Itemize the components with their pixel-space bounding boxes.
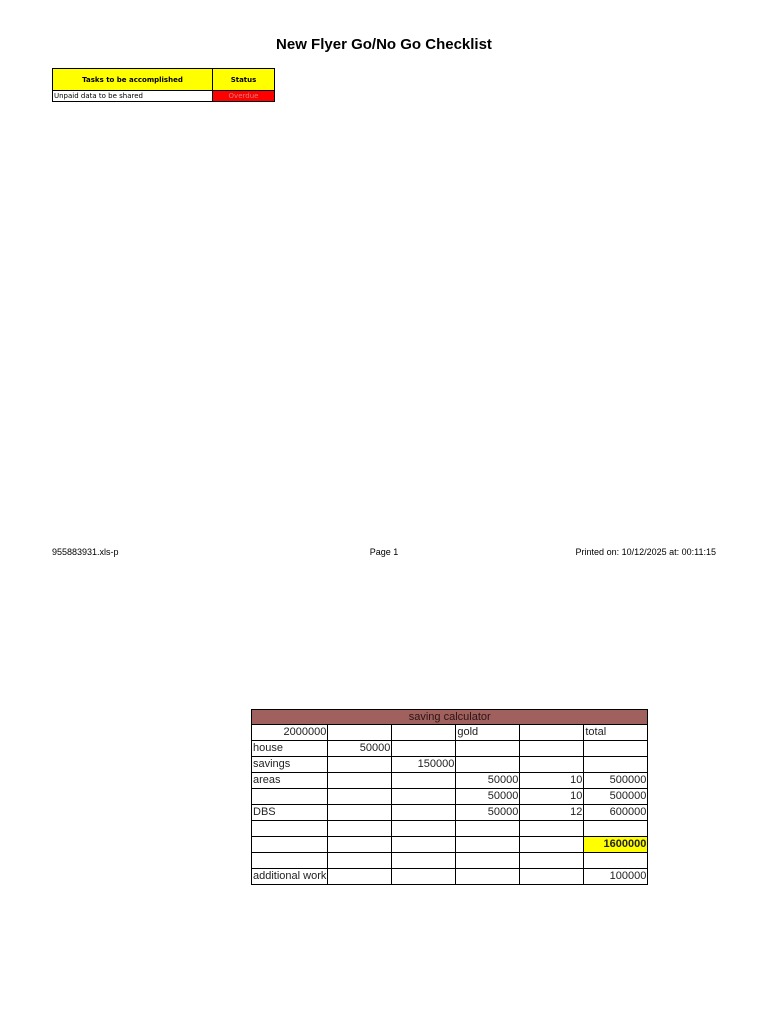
- calc-cell[interactable]: [584, 821, 648, 837]
- calc-cell[interactable]: 50000: [456, 805, 520, 821]
- page-title: New Flyer Go/No Go Checklist: [276, 36, 492, 53]
- calc-row: [252, 837, 648, 853]
- calc-cell[interactable]: [328, 821, 392, 837]
- calc-cell[interactable]: [456, 869, 520, 885]
- calculator-title: saving calculator: [252, 710, 648, 725]
- task-cell[interactable]: Unpaid data to be shared: [53, 91, 213, 102]
- calc-cell[interactable]: [392, 789, 456, 805]
- calc-cell[interactable]: 12: [520, 805, 584, 821]
- calc-cell[interactable]: [520, 725, 584, 741]
- calc-cell[interactable]: [328, 773, 392, 789]
- calc-cell[interactable]: 100000: [584, 869, 648, 885]
- calc-cell[interactable]: 50000: [456, 773, 520, 789]
- calc-cell[interactable]: house: [252, 741, 328, 757]
- grand-total-cell[interactable]: 1600000: [584, 837, 648, 853]
- calc-cell[interactable]: [328, 757, 392, 773]
- calc-cell[interactable]: [584, 741, 648, 757]
- calc-cell[interactable]: [328, 789, 392, 805]
- calc-cell[interactable]: [456, 853, 520, 869]
- calc-cell[interactable]: [392, 869, 456, 885]
- calc-cell[interactable]: 500000: [584, 789, 648, 805]
- calc-cell[interactable]: savings: [252, 757, 328, 773]
- footer-page-number: Page 1: [369, 547, 399, 557]
- calc-row: [252, 869, 648, 885]
- calc-cell[interactable]: [520, 741, 584, 757]
- calc-cell[interactable]: [328, 869, 392, 885]
- calc-row: [252, 853, 648, 869]
- calc-cell[interactable]: [252, 853, 328, 869]
- calc-cell[interactable]: [328, 725, 392, 741]
- calc-cell[interactable]: [392, 725, 456, 741]
- calc-row: [252, 741, 648, 757]
- task-column-header: Tasks to be accomplished: [53, 69, 213, 91]
- calc-row: [252, 789, 648, 805]
- calc-cell[interactable]: [456, 757, 520, 773]
- calc-cell[interactable]: areas: [252, 773, 328, 789]
- calc-row: [252, 821, 648, 837]
- calc-cell[interactable]: [252, 821, 328, 837]
- calc-cell[interactable]: 50000: [456, 789, 520, 805]
- calc-cell[interactable]: total: [584, 725, 648, 741]
- calc-cell[interactable]: [392, 805, 456, 821]
- calc-cell[interactable]: [456, 741, 520, 757]
- calc-cell[interactable]: additional work: [252, 869, 328, 885]
- calc-cell[interactable]: [392, 853, 456, 869]
- calc-cell[interactable]: 600000: [584, 805, 648, 821]
- footer-filename: 955883931.xls-p: [52, 547, 119, 557]
- calc-cell[interactable]: [252, 837, 328, 853]
- calc-row: [252, 757, 648, 773]
- calc-cell[interactable]: [392, 837, 456, 853]
- calc-cell[interactable]: [456, 837, 520, 853]
- calc-cell[interactable]: 50000: [328, 741, 392, 757]
- calc-cell[interactable]: 150000: [392, 757, 456, 773]
- calc-cell[interactable]: gold: [456, 725, 520, 741]
- saving-calculator-table: [251, 709, 648, 885]
- checklist-table: [52, 68, 275, 102]
- calc-cell[interactable]: 500000: [584, 773, 648, 789]
- calc-cell[interactable]: [328, 805, 392, 821]
- calc-cell[interactable]: [392, 773, 456, 789]
- calc-cell[interactable]: [584, 853, 648, 869]
- calc-cell[interactable]: 10: [520, 773, 584, 789]
- calc-cell[interactable]: DBS: [252, 805, 328, 821]
- footer-printed-date: Printed on: 10/12/2025 at: 00:11:15: [575, 547, 716, 557]
- calc-row: [252, 725, 648, 741]
- status-cell[interactable]: Overdue: [213, 91, 275, 102]
- calc-cell[interactable]: [328, 853, 392, 869]
- calc-cell[interactable]: [520, 821, 584, 837]
- calc-cell[interactable]: [392, 741, 456, 757]
- calc-cell[interactable]: [520, 757, 584, 773]
- calc-cell[interactable]: [520, 837, 584, 853]
- status-column-header: Status: [213, 69, 275, 91]
- checklist-row: [53, 91, 275, 102]
- calc-cell[interactable]: [392, 821, 456, 837]
- calc-cell[interactable]: [328, 837, 392, 853]
- calc-cell[interactable]: 10: [520, 789, 584, 805]
- calc-cell[interactable]: [584, 757, 648, 773]
- calc-row: [252, 773, 648, 789]
- calc-cell[interactable]: [520, 853, 584, 869]
- calc-cell[interactable]: [520, 869, 584, 885]
- calc-row: [252, 805, 648, 821]
- calc-cell[interactable]: [456, 821, 520, 837]
- calc-cell[interactable]: [252, 789, 328, 805]
- calc-cell[interactable]: 2000000: [252, 725, 328, 741]
